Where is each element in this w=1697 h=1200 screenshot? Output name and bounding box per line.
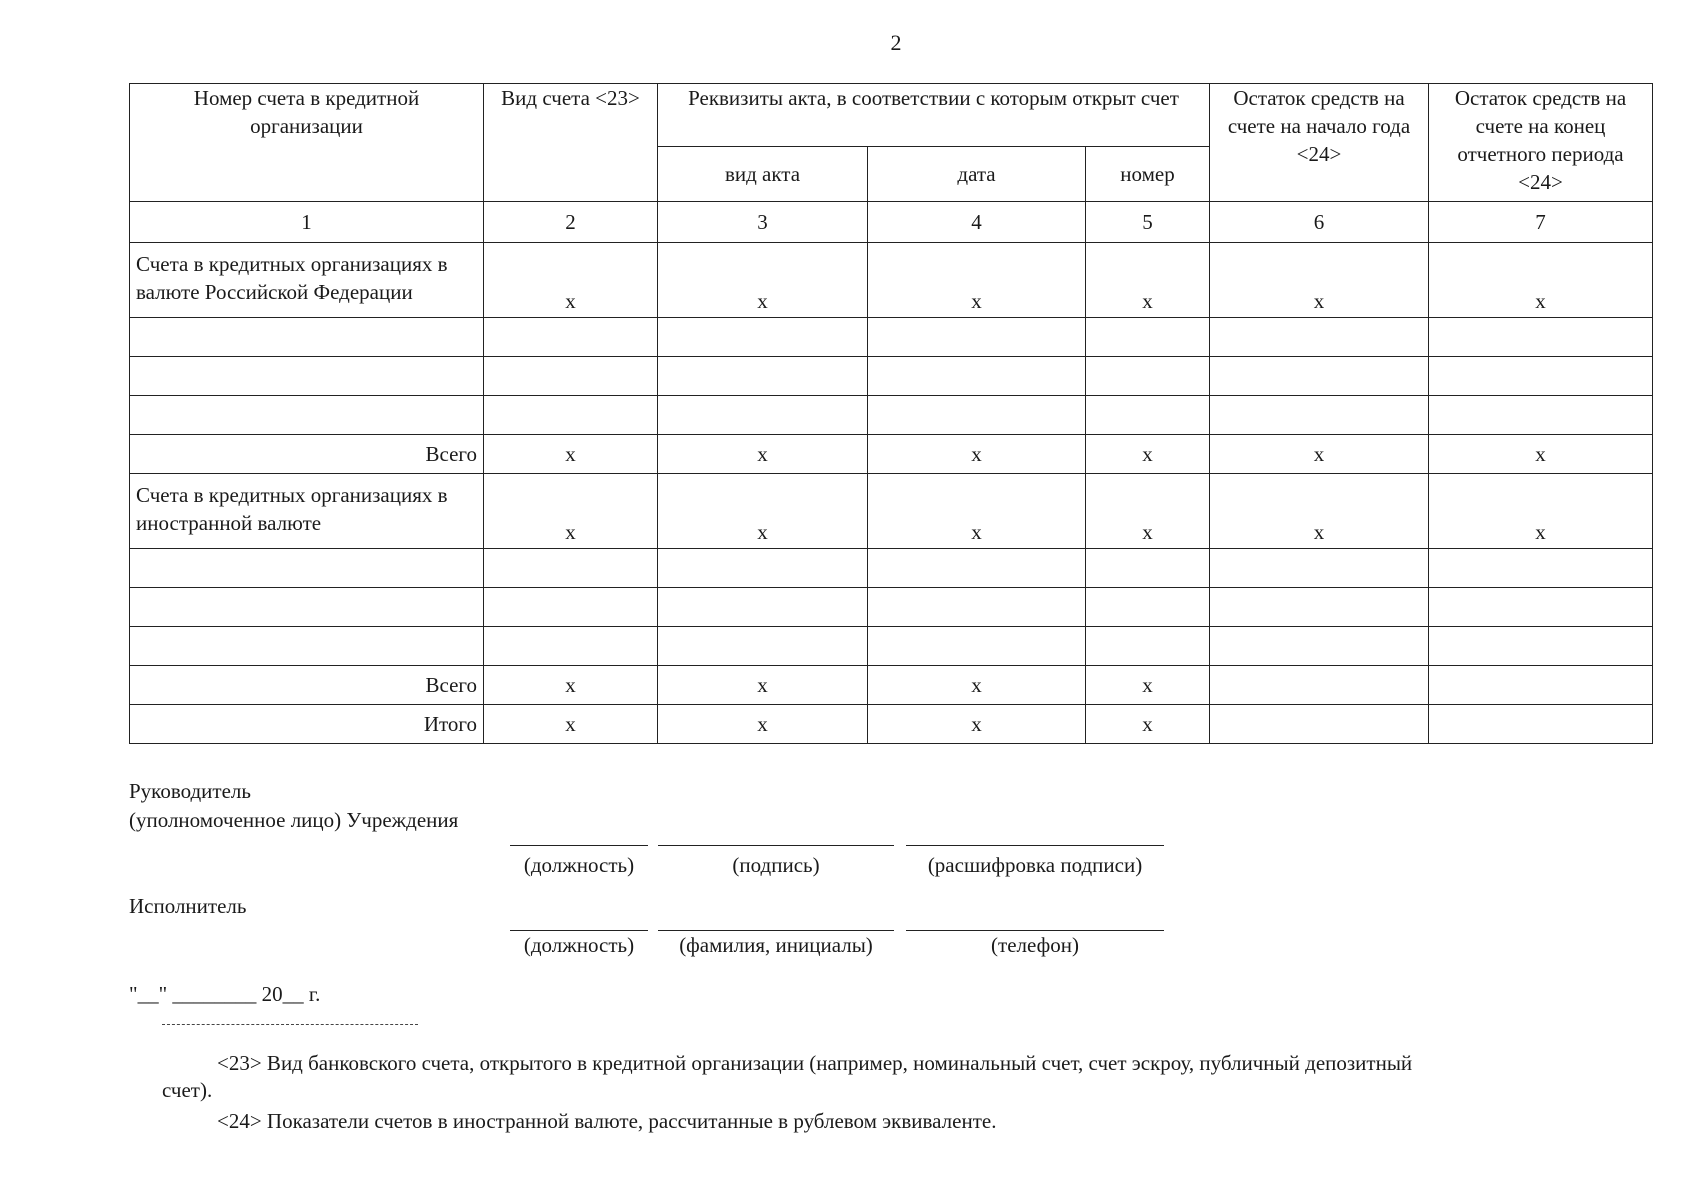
empty-cell <box>1210 357 1429 396</box>
x-mark: x <box>1429 243 1653 318</box>
empty-cell <box>1429 666 1653 705</box>
x-mark: x <box>1086 243 1210 318</box>
empty-cell <box>1210 396 1429 435</box>
x-mark: x <box>868 435 1086 474</box>
accounts-table <box>129 83 1653 744</box>
footnote-23-line1: <23> Вид банковского счета, открытого в кредитной организации (например, номинальный счет, счет эскроу, публичный депозитный <box>217 1051 1413 1075</box>
empty-row <box>130 357 1653 396</box>
empty-cell <box>130 588 484 627</box>
section-foreign-label: Счета в кредитных организациях в иностранной валюте <box>130 474 484 549</box>
column-number: 2 <box>484 202 658 243</box>
total-foreign-row <box>130 666 1653 705</box>
x-mark: x <box>658 435 868 474</box>
empty-cell <box>658 588 868 627</box>
x-mark: x <box>658 666 868 705</box>
column-number: 7 <box>1429 202 1653 243</box>
empty-row <box>130 588 1653 627</box>
x-mark: x <box>1086 474 1210 549</box>
empty-cell <box>1429 318 1653 357</box>
x-mark: x <box>484 666 658 705</box>
empty-cell <box>1086 396 1210 435</box>
empty-cell <box>484 549 658 588</box>
section-rub-label: Счета в кредитных организациях в валюте Российской Федерации <box>130 243 484 318</box>
column-number: 6 <box>1210 202 1429 243</box>
header-act-details: Реквизиты акта, в соответствии с которым открыт счет <box>658 84 1210 147</box>
empty-cell <box>868 549 1086 588</box>
empty-cell <box>1086 588 1210 627</box>
empty-cell <box>1210 318 1429 357</box>
executor-label: Исполнитель <box>129 894 247 918</box>
column-number: 4 <box>868 202 1086 243</box>
empty-cell <box>484 357 658 396</box>
header-act-type: вид акта <box>658 147 868 202</box>
x-mark: x <box>1210 243 1429 318</box>
x-mark: x <box>1429 435 1653 474</box>
x-mark: x <box>1429 474 1653 549</box>
position-line <box>510 845 648 846</box>
empty-cell <box>130 549 484 588</box>
x-mark: x <box>868 474 1086 549</box>
empty-cell <box>1086 627 1210 666</box>
empty-cell <box>868 627 1086 666</box>
empty-cell <box>658 357 868 396</box>
empty-cell <box>1429 396 1653 435</box>
x-mark: x <box>484 474 658 549</box>
section-foreign-row <box>130 474 1653 549</box>
header-balance-end: Остаток средств на счете на конец отчетного периода <24> <box>1429 84 1653 202</box>
empty-row <box>130 318 1653 357</box>
executor-name-caption: (фамилия, инициалы) <box>679 933 873 957</box>
column-number: 3 <box>658 202 868 243</box>
x-mark: x <box>658 474 868 549</box>
empty-row <box>130 627 1653 666</box>
empty-cell <box>1086 318 1210 357</box>
x-mark: x <box>658 705 868 744</box>
head-label-line2: (уполномоченное лицо) Учреждения <box>129 808 459 832</box>
header-balance-start: Остаток средств на счете на начало года <24> <box>1210 84 1429 202</box>
empty-row <box>130 549 1653 588</box>
empty-cell <box>1210 666 1429 705</box>
executor-position-line <box>510 930 648 931</box>
header-act-number: номер <box>1086 147 1210 202</box>
empty-cell <box>1429 357 1653 396</box>
executor-phone-caption: (телефон) <box>991 933 1079 957</box>
empty-cell <box>868 318 1086 357</box>
date-line: "__" ________ 20__ г. <box>129 982 321 1006</box>
empty-cell <box>868 588 1086 627</box>
x-mark: x <box>1210 435 1429 474</box>
empty-cell <box>1429 549 1653 588</box>
grand-total-label: Итого <box>130 705 484 744</box>
position-caption: (должность) <box>523 853 635 877</box>
empty-cell <box>1429 588 1653 627</box>
footnote-23-line2: счет). <box>162 1078 213 1102</box>
empty-cell <box>1210 588 1429 627</box>
empty-cell <box>1210 627 1429 666</box>
footnote-separator <box>162 1024 418 1025</box>
x-mark: x <box>1086 435 1210 474</box>
empty-cell <box>484 588 658 627</box>
signature-decode-line <box>906 845 1164 846</box>
executor-phone-line <box>906 930 1164 931</box>
head-label-line1: Руководитель <box>129 779 251 803</box>
empty-cell <box>868 357 1086 396</box>
page-number: 2 <box>890 30 902 55</box>
total-label: Всего <box>130 435 484 474</box>
empty-cell <box>658 318 868 357</box>
column-number-row <box>130 202 1653 243</box>
executor-name-line <box>658 930 894 931</box>
empty-cell <box>1429 705 1653 744</box>
footnote-24: <24> Показатели счетов в иностранной валюте, рассчитанные в рублевом эквиваленте. <box>217 1109 997 1133</box>
x-mark: x <box>1210 474 1429 549</box>
x-mark: x <box>484 435 658 474</box>
x-mark: x <box>868 666 1086 705</box>
empty-cell <box>658 627 868 666</box>
empty-cell <box>130 396 484 435</box>
x-mark: x <box>868 705 1086 744</box>
column-number: 1 <box>130 202 484 243</box>
section-rub-row <box>130 243 1653 318</box>
total-rub-row <box>130 435 1653 474</box>
signature-caption: (подпись) <box>732 853 820 877</box>
empty-cell <box>130 627 484 666</box>
empty-cell <box>484 318 658 357</box>
x-mark: x <box>868 243 1086 318</box>
header-row <box>130 84 1653 147</box>
empty-cell <box>130 357 484 396</box>
empty-cell <box>658 549 868 588</box>
executor-position-caption: (должность) <box>523 933 635 957</box>
header-account-type: Вид счета <23> <box>484 84 658 202</box>
empty-cell <box>1210 549 1429 588</box>
x-mark: x <box>484 243 658 318</box>
empty-row <box>130 396 1653 435</box>
x-mark: x <box>1086 666 1210 705</box>
empty-cell <box>868 396 1086 435</box>
total-label: Всего <box>130 666 484 705</box>
header-account-number: Номер счета в кредитной организации <box>130 84 484 202</box>
x-mark: x <box>1086 705 1210 744</box>
empty-cell <box>130 318 484 357</box>
column-number: 5 <box>1086 202 1210 243</box>
empty-cell <box>658 396 868 435</box>
signature-decode-caption: (расшифровка подписи) <box>927 853 1143 877</box>
x-mark: x <box>484 705 658 744</box>
grand-total-row <box>130 705 1653 744</box>
empty-cell <box>1210 705 1429 744</box>
empty-cell <box>484 627 658 666</box>
header-act-date: дата <box>868 147 1086 202</box>
empty-cell <box>484 396 658 435</box>
x-mark: x <box>658 243 868 318</box>
empty-cell <box>1086 549 1210 588</box>
empty-cell <box>1429 627 1653 666</box>
empty-cell <box>1086 357 1210 396</box>
signature-line <box>658 845 894 846</box>
